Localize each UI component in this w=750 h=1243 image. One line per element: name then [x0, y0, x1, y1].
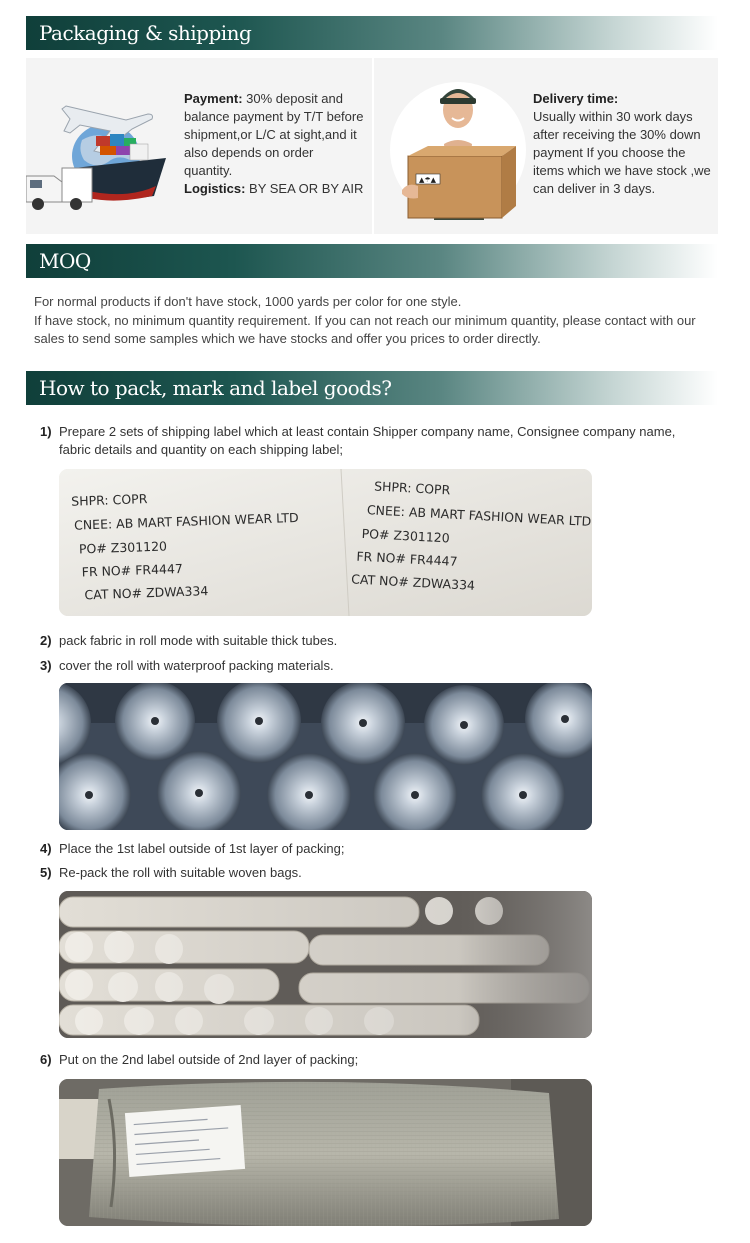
wrapped-rolls-image: [59, 683, 592, 830]
payment-text: 30% deposit and balance payment by T/T before shipment,or L/C at sight,and it also depends on order quantity.: [184, 91, 364, 178]
step-6: [40, 1051, 700, 1069]
step-number: 2): [40, 633, 52, 648]
label-right-fr: FR NO# FR4447: [356, 548, 458, 569]
step-text: pack fabric in roll mode with suitable thick tubes.: [59, 633, 338, 648]
moq-line-2: If have stock, no minimum quantity requirement. If you can not reach our minimum quantity, please contact with our sales to send some samples which we have stocks and offer you prices to order directly.: [34, 312, 696, 346]
label-right-po: PO# Z301120: [361, 525, 451, 546]
packaging-section-header: [26, 16, 718, 50]
wrapped-rolls-photo: [59, 683, 592, 830]
label-left-shpr: SHPR: COPR: [70, 491, 148, 509]
step-number: 1): [40, 424, 52, 439]
shipping-label-image: [59, 469, 592, 616]
step-number: 5): [40, 865, 52, 880]
label-right-cat: CAT NO# ZDWA334: [350, 571, 476, 593]
shipping-label-photo: [59, 469, 592, 616]
woven-bags-photo: [59, 891, 592, 1038]
step-3: [40, 657, 700, 675]
logistics-label: Logistics:: [184, 181, 246, 196]
logistics-text: BY SEA OR BY AIR: [245, 181, 364, 196]
labeled-bag-photo: [59, 1079, 592, 1226]
step-text: cover the roll with waterproof packing materials.: [59, 658, 334, 673]
label-right-cnee: CNEE: AB MART FASHION WEAR LTD: [366, 502, 592, 529]
moq-line-1: For normal products if don't have stock, 1000 yards per color for one style.: [34, 294, 462, 309]
woven-bags-image: [59, 891, 592, 1038]
step-text: Place the 1st label outside of 1st layer of packing;: [59, 841, 345, 856]
payment-logistics-text: [184, 90, 364, 198]
step-number: 4): [40, 841, 52, 856]
payment-label: Payment:: [184, 91, 243, 106]
step-4: [40, 840, 700, 858]
howto-section-title: How to pack, mark and label goods?: [39, 376, 392, 400]
label-left-cnee: CNEE: AB MART FASHION WEAR LTD: [73, 509, 299, 533]
label-left-po: PO# Z301120: [78, 538, 168, 557]
svg-text:▲☂▲: ▲☂▲: [419, 176, 437, 184]
shipping-info-panel: [26, 58, 718, 234]
step-2: [40, 632, 700, 650]
moq-description: [34, 293, 714, 349]
packaging-section-title: Packaging & shipping: [39, 21, 252, 45]
step-1: [40, 423, 700, 459]
delivery-text: Usually within 30 work days after receiving the 30% down payment If you choose the items which we have stock ,we can deliver in 3 days.: [533, 109, 711, 196]
step-text: Prepare 2 sets of shipping label which at least contain Shipper company name, Consignee company name, fabric details and quantity on each shipping label;: [59, 424, 676, 457]
delivery-label: Delivery time:: [533, 91, 619, 106]
label-right-shpr: SHPR: COPR: [373, 478, 451, 498]
step-text: Put on the 2nd label outside of 2nd layer of packing;: [59, 1052, 359, 1067]
step-5: [40, 864, 700, 882]
step-number: 3): [40, 658, 52, 673]
panel-divider: [372, 58, 374, 234]
step-number: 6): [40, 1052, 52, 1067]
step-text: Re-pack the roll with suitable woven bags.: [59, 865, 302, 880]
moq-section-title: MOQ: [39, 249, 91, 273]
delivery-time-text: [533, 90, 713, 198]
moq-section-header: [26, 244, 718, 278]
logistics-illustration: [26, 78, 176, 218]
courier-illustration: [388, 70, 528, 230]
label-left-fr: FR NO# FR4447: [81, 560, 184, 580]
howto-section-header: [26, 371, 718, 405]
labeled-bag-image: [59, 1079, 592, 1226]
label-left-cat: CAT NO# ZDWA334: [84, 583, 209, 603]
